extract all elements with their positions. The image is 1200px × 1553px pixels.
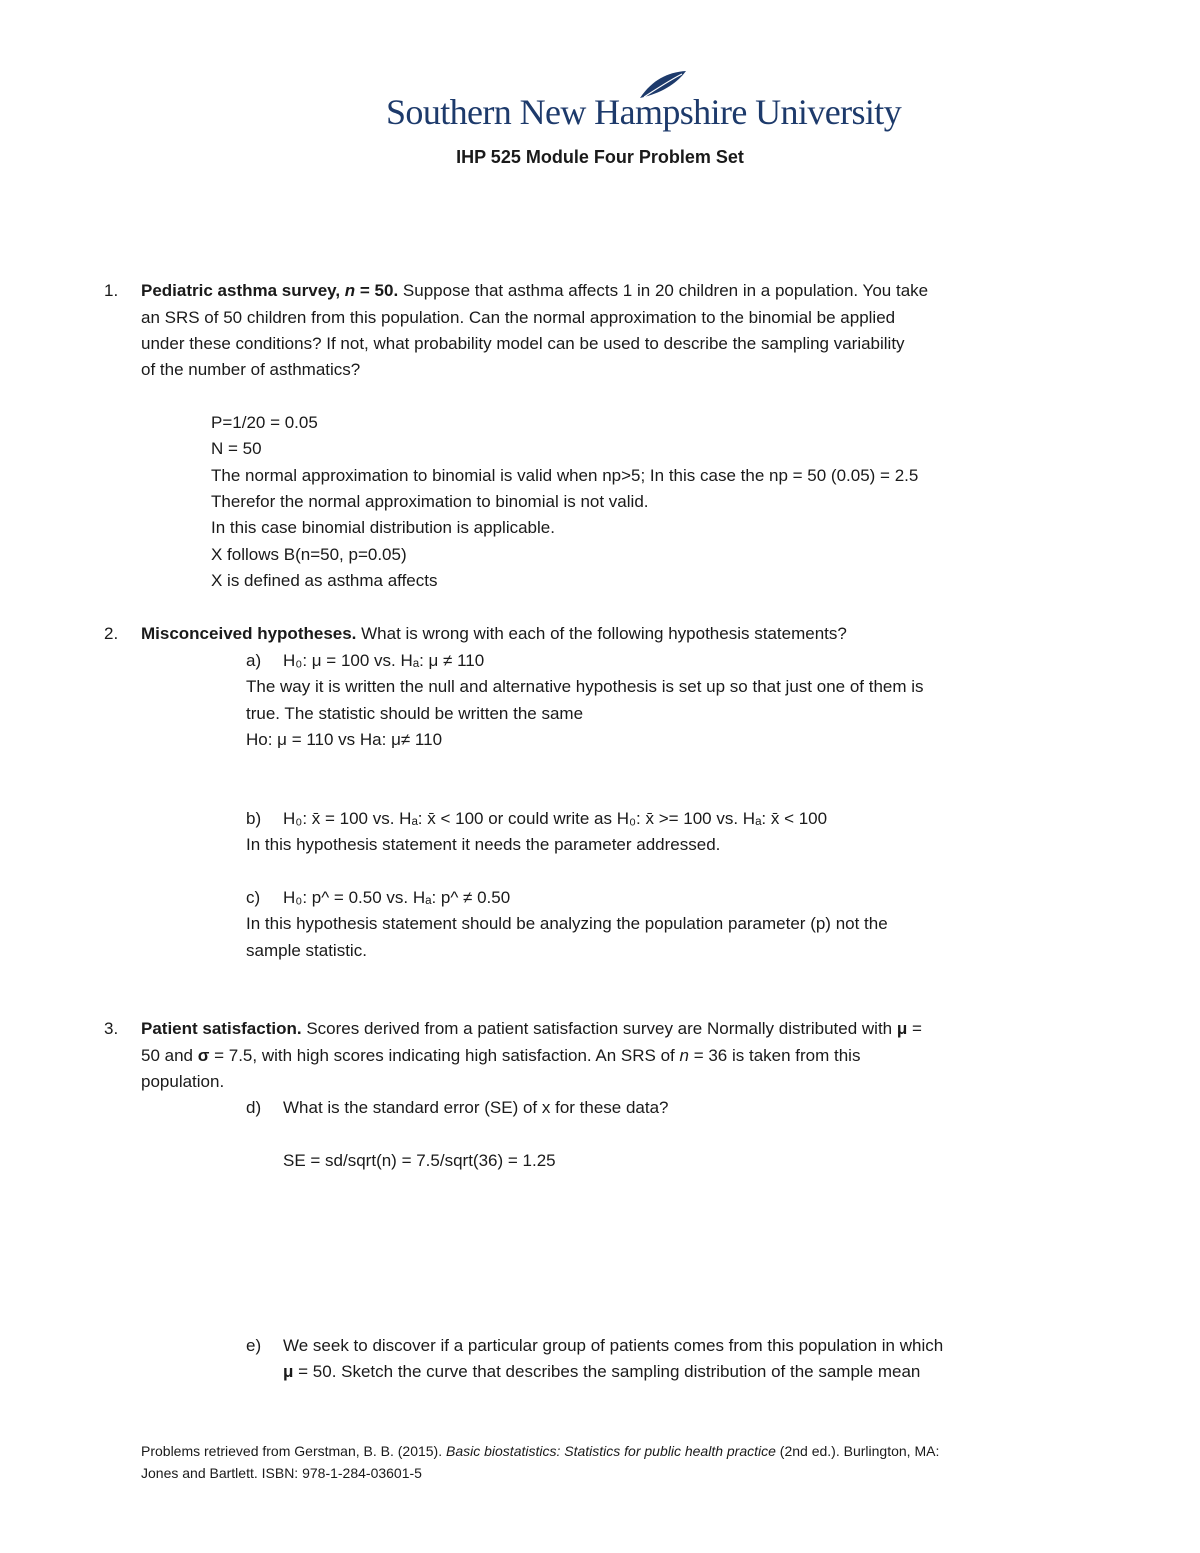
heading-variable: n (344, 281, 356, 300)
sub-question: What is the standard error (SE) of x for these data? (283, 1098, 669, 1117)
citation-text: Problems retrieved from Gerstman, B. B. (2015). (141, 1443, 446, 1459)
citation-book-title: Basic biostatistics: Statistics for public health practice (446, 1443, 776, 1459)
question-3-line-3: population. (141, 1072, 225, 1091)
citation-line-1 (141, 1440, 939, 1462)
question-text: = (907, 1019, 922, 1038)
part-label: b) (246, 809, 262, 828)
mu-symbol: μ (283, 1362, 294, 1381)
answer-line: Ho: μ = 110 vs Ha: μ≠ 110 (246, 730, 443, 749)
hypothesis-statement: H₀: p^ = 0.50 vs. Hₐ: p^ ≠ 0.50 (283, 888, 511, 907)
heading-text: Pediatric asthma survey, (141, 281, 345, 300)
answer-line: In this hypothesis statement should be analyzing the population parameter (p) not the (246, 914, 888, 933)
question-heading: Misconceived hypotheses. (141, 624, 357, 643)
question-3-line-2 (141, 1043, 860, 1070)
answer-line: true. The statistic should be written the same (246, 704, 584, 723)
question-heading: Patient satisfaction. (141, 1019, 302, 1038)
question-number: 3. (104, 1019, 119, 1038)
part-label: c) (246, 888, 261, 907)
part-label: a) (246, 651, 262, 670)
answer-line: In this hypothesis statement it needs the parameter addressed. (246, 835, 721, 854)
citation-footer (141, 1440, 939, 1484)
question-text: 50 and (141, 1046, 198, 1065)
citation-line-2: Jones and Bartlett. ISBN: 978-1-284-03601-5 (141, 1465, 422, 1481)
question-text: Scores derived from a patient satisfaction survey are Normally distributed with (301, 1019, 897, 1038)
part-label: e) (246, 1336, 262, 1355)
n-variable: n (679, 1046, 689, 1065)
question-heading (141, 281, 398, 300)
answer-line: P=1/20 = 0.05 (211, 413, 318, 432)
question-3-line-1 (141, 1016, 922, 1043)
question-2-line-1 (141, 621, 847, 648)
question-number: 2. (104, 624, 119, 643)
hypothesis-statement: H₀: x̄ = 100 vs. Hₐ: x̄ < 100 or could write as H₀: x̄ >= 100 vs. Hₐ: x̄ < 100 (283, 809, 828, 828)
answer-line: The normal approximation to binomial is valid when np>5; In this case the np = 50 (0.05) = 2.5 (211, 466, 919, 485)
question-1-line-4: of the number of asthmatics? (141, 360, 361, 379)
question-1-line-1 (141, 278, 928, 305)
mu-symbol: μ (896, 1019, 908, 1038)
answer-line: N = 50 (211, 439, 262, 458)
question-text: What is wrong with each of the following hypothesis statements? (356, 624, 847, 643)
sub-question: We seek to discover if a particular group of patients comes from this population in which (283, 1336, 944, 1355)
answer-line: SE = sd/sqrt(n) = 7.5/sqrt(36) = 1.25 (283, 1151, 556, 1170)
answer-line: sample statistic. (246, 941, 367, 960)
hypothesis-statement: H₀: μ = 100 vs. Hₐ: μ ≠ 110 (283, 651, 485, 670)
answer-line: In this case binomial distribution is applicable. (211, 518, 555, 537)
university-logo (386, 70, 902, 140)
answer-line: X is defined as asthma affects (211, 571, 438, 590)
sigma-symbol: σ (197, 1046, 210, 1065)
answer-line: X follows B(n=50, p=0.05) (211, 545, 407, 564)
sub-question-line-2 (283, 1359, 920, 1386)
answer-line: The way it is written the null and alternative hypothesis is set up so that just one of them is (246, 677, 924, 696)
question-text: = 50. Sketch the curve that describes the sampling distribution of the sample mean (293, 1362, 921, 1381)
document-title: IHP 525 Module Four Problem Set (456, 147, 744, 167)
citation-text: (2nd ed.). Burlington, MA: (775, 1443, 940, 1459)
question-number: 1. (104, 281, 119, 300)
answer-line: Therefor the normal approximation to binomial is not valid. (211, 492, 649, 511)
heading-text: = 50. (355, 281, 399, 300)
question-text: = 36 is taken from this (688, 1046, 861, 1065)
part-label: d) (246, 1098, 262, 1117)
question-1-line-3: under these conditions? If not, what probability model can be used to describe the sampling variability (141, 334, 905, 353)
question-text: Suppose that asthma affects 1 in 20 children in a population. You take (398, 281, 929, 300)
logo-wordmark: Southern New Hampshire University (386, 92, 902, 132)
question-1-line-2: an SRS of 50 children from this population. Can the normal approximation to the binomial be applied (141, 308, 896, 327)
question-text: = 7.5, with high scores indicating high satisfaction. An SRS of (209, 1046, 680, 1065)
